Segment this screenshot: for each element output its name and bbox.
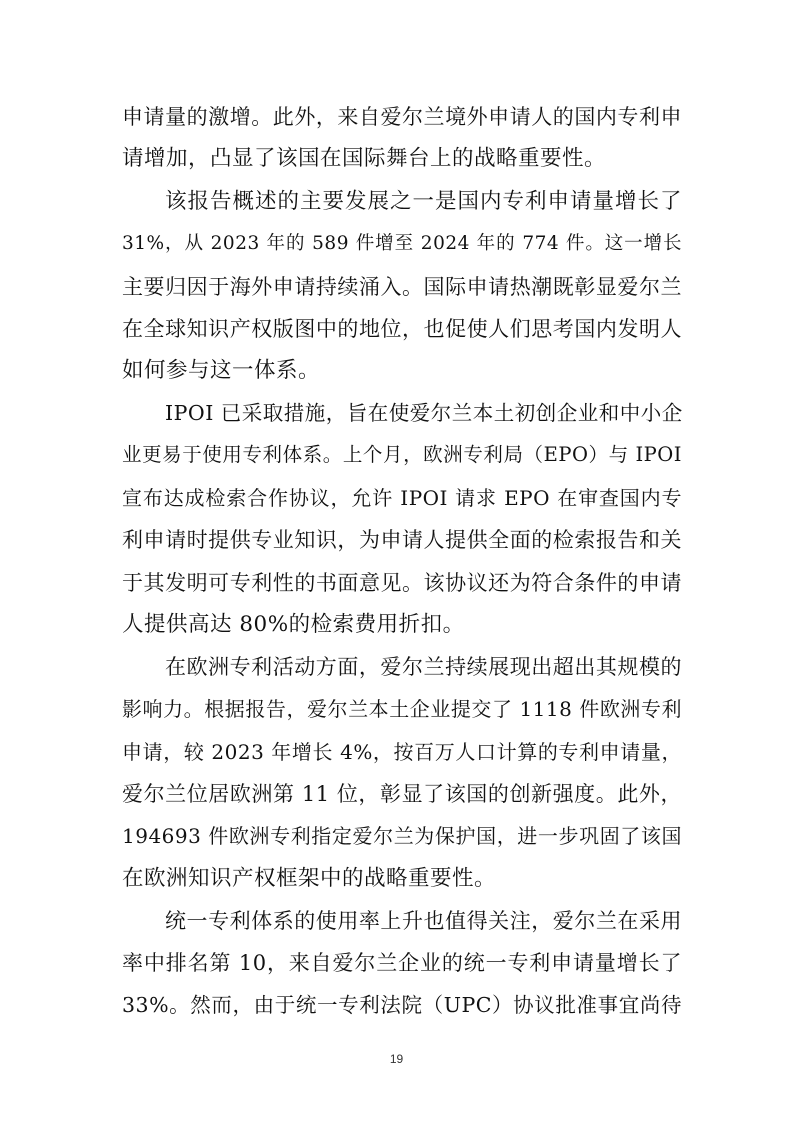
text-line: 利申请时提供专业知识，为申请人提供全面的检索报告和关 [122, 528, 682, 552]
text-line: 194693 件欧洲专利指定爱尔兰为保护国，进一步巩固了该国 [122, 824, 682, 848]
text-line: 爱尔兰位居欧洲第 11 位，彰显了该国的创新强度。此外， [122, 782, 682, 806]
text-line: 主要归因于海外申请持续涌入。国际申请热潮既彰显爱尔兰 [122, 275, 682, 299]
text-line: 33%。然而，由于统一专利法院（UPC）协议批准事宜尚待 [122, 993, 682, 1017]
text-line: 业更易于使用专利体系。上个月，欧洲专利局（EPO）与 IPOI [122, 443, 682, 466]
text-line: 如何参与这一体系。 [122, 358, 321, 383]
text-line: 请增加，凸显了该国在国际舞台上的战略重要性。 [122, 146, 607, 171]
text-line: 在欧洲专利活动方面，爱尔兰持续展现出超出其规模的 [165, 655, 682, 679]
text-line: 在欧洲知识产权框架中的战略重要性。 [122, 866, 497, 891]
text-line: 31%，从 2023 年的 589 件增至 2024 年的 774 件。这一增长 [122, 233, 682, 254]
text-line: 统一专利体系的使用率上升也值得关注，爱尔兰在采用 [165, 909, 682, 933]
text-line: 于其发明可专利性的书面意见。该协议还为符合条件的申请 [122, 571, 682, 595]
text-line: 在全球知识产权版图中的地位，也促使人们思考国内发明人 [122, 317, 682, 341]
text-line: IPOI 已采取措施，旨在使爱尔兰本土初创企业和中小企 [165, 401, 683, 425]
text-line: 申请，较 2023 年增长 4%，按百万人口计算的专利申请量， [122, 740, 682, 764]
text-line: 宣布达成检索合作协议，允许 IPOI 请求 EPO 在审查国内专 [122, 486, 682, 510]
text-line: 人提供高达 80%的检索费用折扣。 [122, 612, 465, 637]
page-number: 19 [389, 1052, 404, 1066]
text-line: 该报告概述的主要发展之一是国内专利申请量增长了 [165, 189, 682, 214]
text-line: 率中排名第 10，来自爱尔兰企业的统一专利申请量增长了 [122, 951, 682, 975]
text-line: 申请量的激增。此外，来自爱尔兰境外申请人的国内专利申 [122, 105, 682, 129]
text-line: 影响力。根据报告，爱尔兰本土企业提交了 1118 件欧洲专利 [122, 697, 682, 721]
